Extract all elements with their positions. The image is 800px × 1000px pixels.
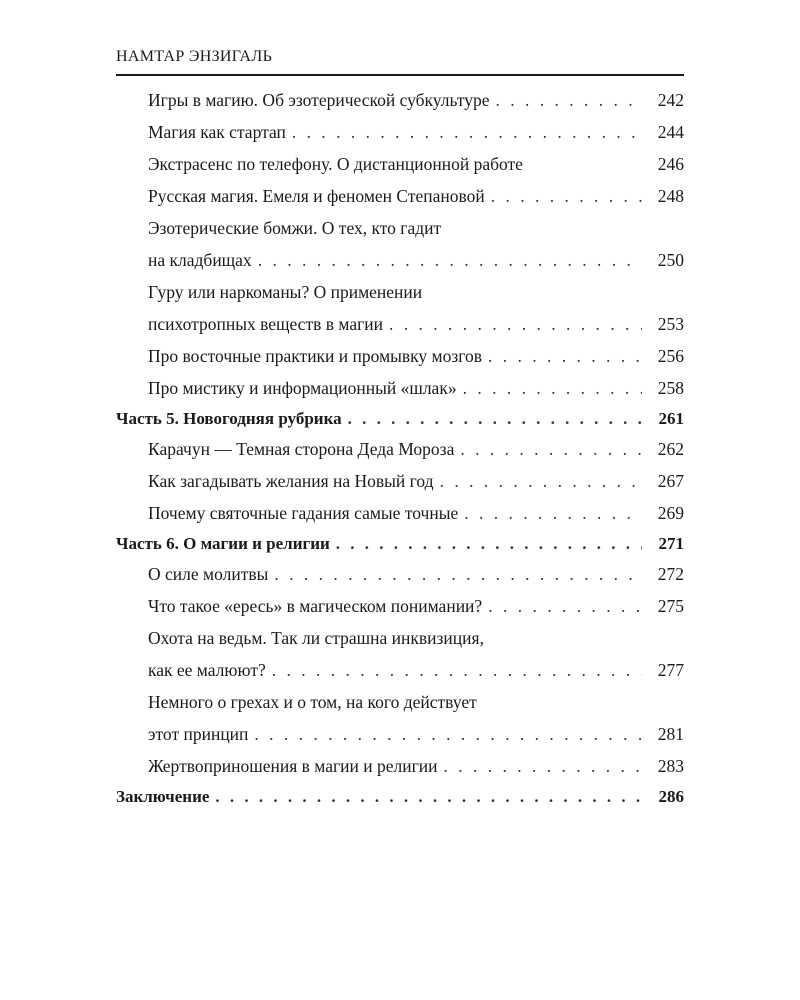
toc-leader-dots xyxy=(485,180,642,212)
toc-entry[interactable] xyxy=(116,590,684,622)
toc-leader-dots xyxy=(266,654,642,686)
toc-entry[interactable] xyxy=(116,372,684,404)
toc-page-number: 272 xyxy=(642,558,684,590)
toc-entry-title: Русская магия. Емеля и феномен Степановой xyxy=(148,186,485,206)
toc-line xyxy=(116,308,684,340)
toc-entry[interactable] xyxy=(116,465,684,497)
toc-line xyxy=(116,84,684,116)
toc-entry-title: Как загадывать желания на Новый год xyxy=(148,471,434,491)
toc-entry-title: Карачун — Темная сторона Деда Мороза xyxy=(148,439,455,459)
toc-page-number: 261 xyxy=(642,404,684,433)
toc-entry[interactable] xyxy=(116,340,684,372)
toc-entry-title-line1: Охота на ведьм. Так ли страшна инквизиция, xyxy=(148,628,484,648)
toc-entry[interactable] xyxy=(116,116,684,148)
toc-entry-title-line2: на кладбищах xyxy=(148,250,252,270)
toc-entry[interactable] xyxy=(116,433,684,465)
toc-leader-dots xyxy=(286,116,642,148)
toc-line xyxy=(116,750,684,782)
toc-leader-dots xyxy=(457,372,642,404)
toc-page-number: 267 xyxy=(642,465,684,497)
toc-entry[interactable] xyxy=(116,558,684,590)
toc-line xyxy=(116,244,684,276)
toc-page-number: 256 xyxy=(642,340,684,372)
toc-leader-dots xyxy=(490,84,642,116)
toc-entry-title-line1: Немного о грехах и о том, на кого действует xyxy=(148,692,477,712)
toc-line xyxy=(116,782,684,811)
toc-conclusion[interactable] xyxy=(116,782,684,811)
toc-entry[interactable] xyxy=(116,750,684,782)
toc-part-title: Часть 6. О магии и религии xyxy=(116,534,330,553)
toc-entry-title-line1: Эзотерические бомжи. О тех, кто гадит xyxy=(148,218,442,238)
toc-entry[interactable] xyxy=(116,276,684,340)
toc-line xyxy=(116,654,684,686)
toc-entry[interactable] xyxy=(116,622,684,686)
toc-entry[interactable] xyxy=(116,148,684,180)
toc-leader-dots xyxy=(438,750,642,782)
toc-entry-title: Игры в магию. Об эзотерической субкультуре xyxy=(148,90,490,110)
toc-entry-title-line2: этот принцип xyxy=(148,724,249,744)
toc-line xyxy=(116,465,684,497)
toc-entry-title: Почему святочные гадания самые точные xyxy=(148,503,459,523)
toc-leader-dots xyxy=(252,244,642,276)
toc-line xyxy=(116,276,684,308)
toc-line xyxy=(116,590,684,622)
toc-line xyxy=(116,718,684,750)
toc-page-number: 271 xyxy=(642,529,684,558)
toc-entry-title-line2: как ее малюют? xyxy=(148,660,266,680)
toc-line xyxy=(116,340,684,372)
toc-page-number: 242 xyxy=(642,84,684,116)
toc-entry-title-line1: Гуру или наркоманы? О применении xyxy=(148,282,423,302)
toc-line xyxy=(116,686,684,718)
toc-entry[interactable] xyxy=(116,212,684,276)
toc-leader-dots xyxy=(482,340,642,372)
toc-leader-dots xyxy=(454,433,642,465)
toc-part-6[interactable] xyxy=(116,529,684,558)
toc-entry-title: О силе молитвы xyxy=(148,564,269,584)
toc-entry[interactable] xyxy=(116,497,684,529)
running-header-title: НАМТАР ЭНЗИГАЛЬ xyxy=(116,48,273,65)
toc-page-number: 269 xyxy=(642,497,684,529)
toc-leader-dots xyxy=(434,465,642,497)
toc-line xyxy=(116,622,684,654)
toc-line xyxy=(116,372,684,404)
toc-page-number: 244 xyxy=(642,116,684,148)
toc-line xyxy=(116,212,684,244)
toc-page-number: 262 xyxy=(642,433,684,465)
toc-entry-title: Экстрасенс по телефону. О дистанционной работе xyxy=(148,154,523,174)
toc-line xyxy=(116,180,684,212)
toc-page-number: 258 xyxy=(642,372,684,404)
toc-entry-title: Что такое «ересь» в магическом понимании? xyxy=(148,596,483,616)
toc-leader-dots xyxy=(342,404,642,433)
toc-line xyxy=(116,116,684,148)
toc-page-number: 253 xyxy=(642,308,684,340)
toc-entry-title: Про восточные практики и промывку мозгов xyxy=(148,346,483,366)
toc-entry[interactable] xyxy=(116,180,684,212)
toc-line xyxy=(116,404,684,433)
toc-page-number: 281 xyxy=(642,718,684,750)
toc-line xyxy=(116,497,684,529)
table-of-contents xyxy=(116,84,684,811)
toc-leader-dots xyxy=(209,782,642,811)
toc-page-number: 286 xyxy=(642,782,684,811)
toc-page-number: 283 xyxy=(642,750,684,782)
toc-entry[interactable] xyxy=(116,84,684,116)
toc-leader-dots xyxy=(330,529,642,558)
toc-leader-dots xyxy=(482,590,642,622)
toc-line xyxy=(116,529,684,558)
toc-page-number: 248 xyxy=(642,180,684,212)
toc-page-number: 277 xyxy=(642,654,684,686)
toc-leader-dots xyxy=(248,718,642,750)
toc-part-title: Часть 5. Новогодняя рубрика xyxy=(116,409,342,428)
toc-entry-title: Магия как стартап xyxy=(148,122,286,142)
toc-line xyxy=(116,433,684,465)
toc-entry-title-line2: психотропных веществ в магии xyxy=(148,314,384,334)
toc-part-5[interactable] xyxy=(116,404,684,433)
toc-entry[interactable] xyxy=(116,686,684,750)
toc-part-title: Заключение xyxy=(116,787,210,806)
toc-line xyxy=(116,148,684,180)
toc-page-number: 246 xyxy=(642,148,684,180)
toc-page-number: 250 xyxy=(642,244,684,276)
toc-entry-title: Жертвоприношения в магии и религии xyxy=(148,756,438,776)
toc-line xyxy=(116,558,684,590)
running-header xyxy=(116,46,684,76)
toc-leader-dots xyxy=(458,497,642,529)
toc-leader-dots xyxy=(268,558,642,590)
toc-page-number: 275 xyxy=(642,590,684,622)
toc-entry-title: Про мистику и информационный «шлак» xyxy=(148,378,457,398)
toc-leader-dots xyxy=(383,308,642,340)
